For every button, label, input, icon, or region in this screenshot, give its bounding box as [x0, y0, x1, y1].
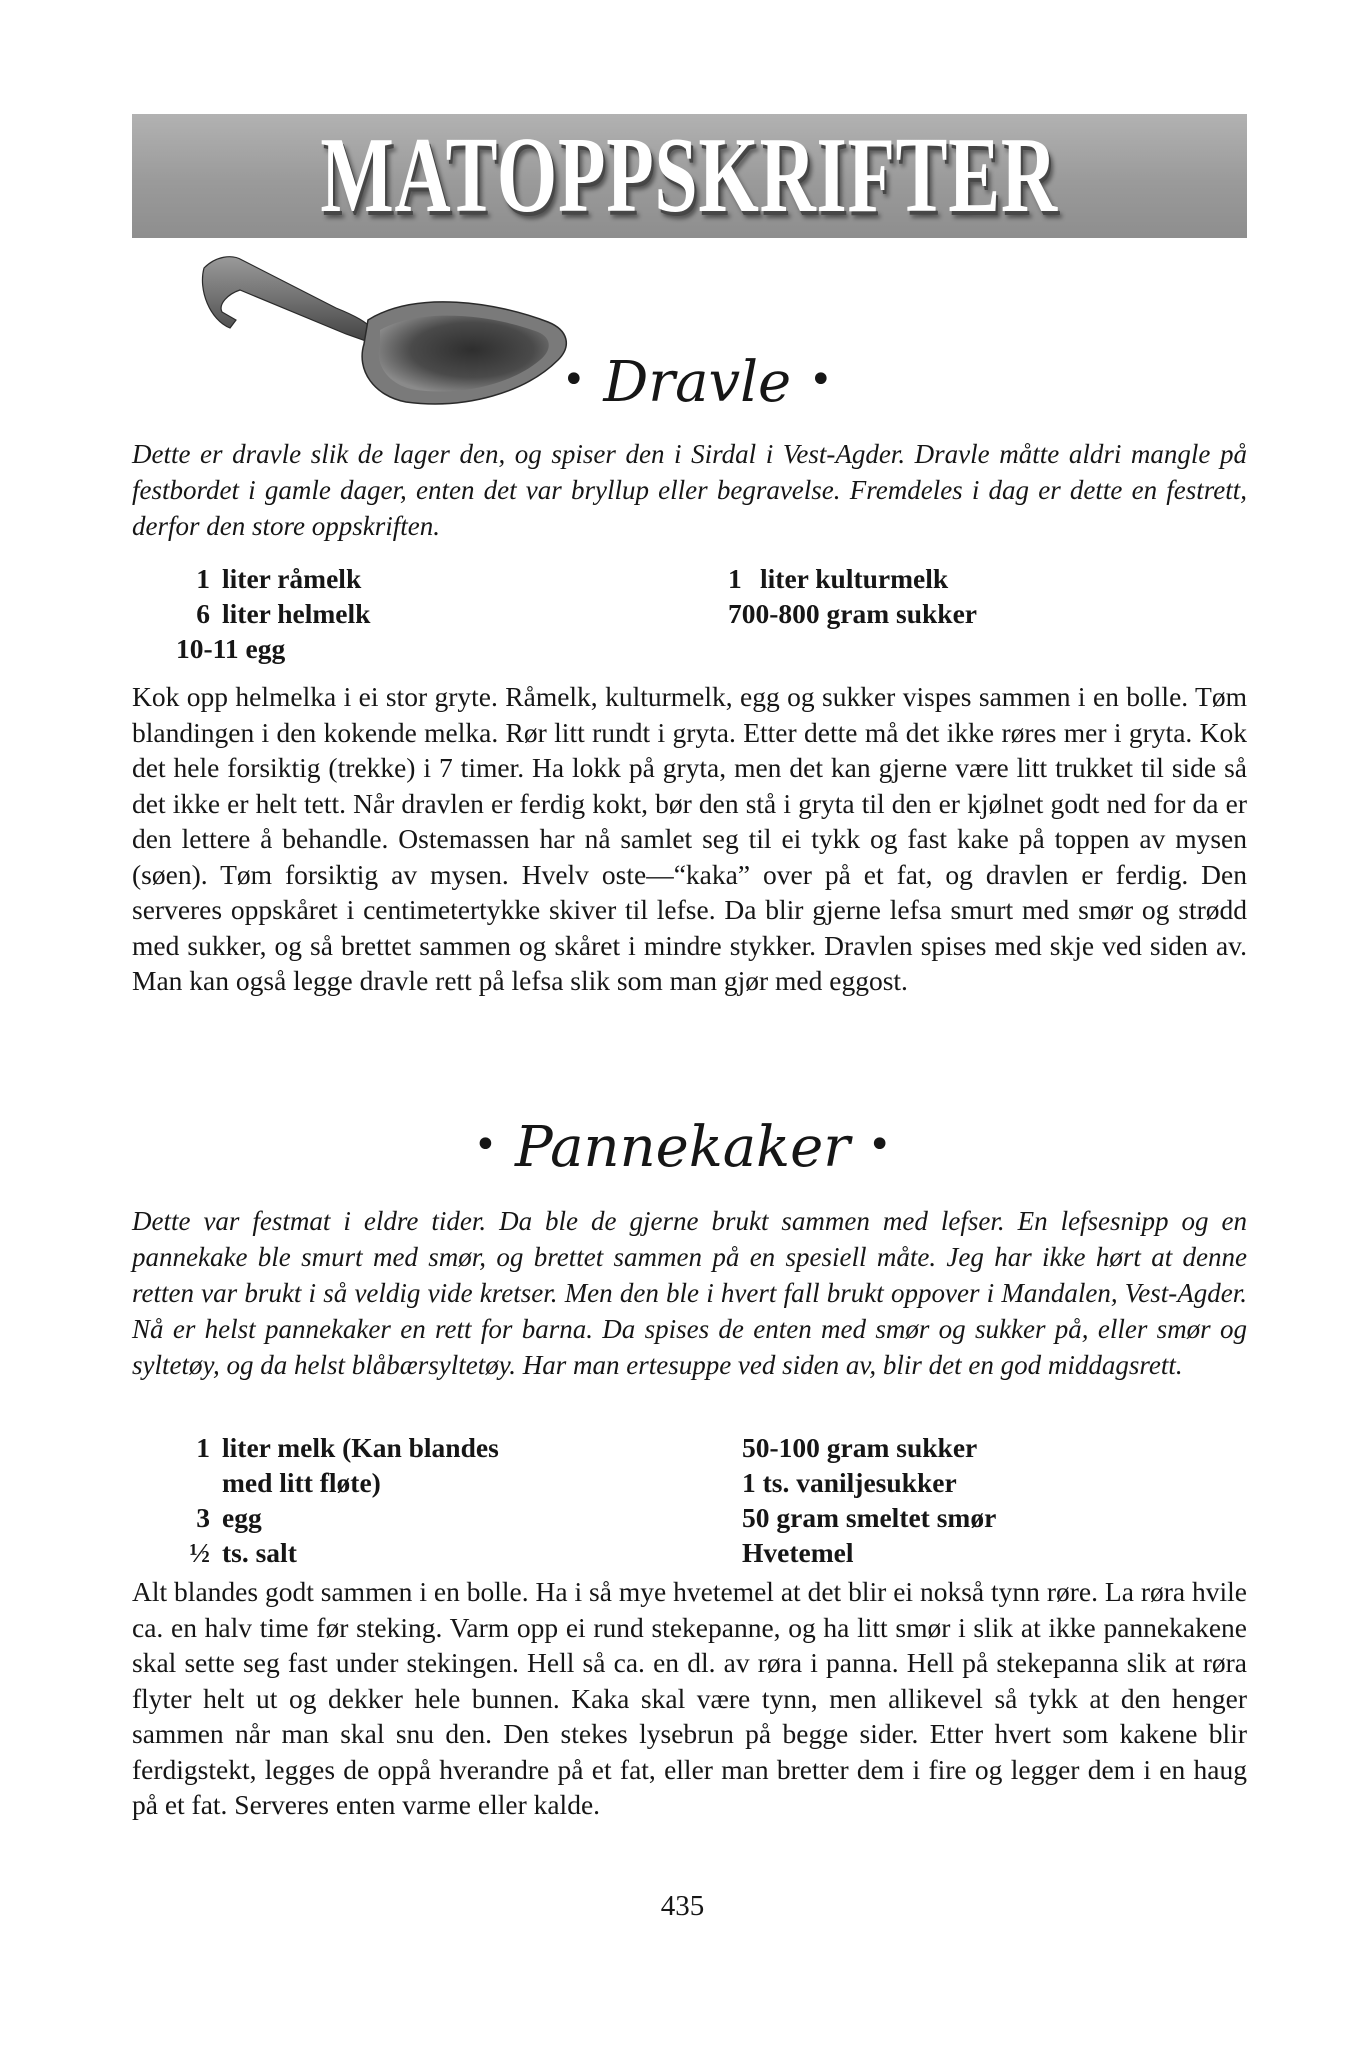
recipe-intro-dravle: Dette er dravle slik de lager den, og spiser den i Sirdal i Vest-Agder. Dravle måtte aldri mangle på festbordet i gamle dager, enten det var bryllup eller begravelse. Fremdeles i dag er dette en festrett, derfor den store oppskriften. — [132, 439, 1247, 541]
recipe-title-text: Pannekaker — [515, 1115, 850, 1180]
ingredients-right-pannekaker — [742, 1430, 996, 1570]
title-bullet: • — [473, 1122, 498, 1168]
ingredients-left-dravle — [162, 561, 370, 666]
ingredient-item: Hvetemel — [742, 1537, 854, 1568]
recipe-method-dravle: Kok opp helmelka i ei stor gryte. Råmelk, kulturmelk, egg og sukker vispes sammen i en bolle. Tøm blandingen i den kokende melka. Rør litt rundt i gryta. Etter dette må det ikke røres mer i gryta. Kok det hele forsiktig (trekke) i 7 timer. Ha lokk på gryta, men det kan gjerne være litt trukket til side så det ikke er helt tett. Når dravlen er ferdig kokt, bør den stå i gryta til den er kjølnet godt ned for da er den lettere å behandle. Ostemassen har nå samlet seg til ei tykk og fast kake på toppen av mysen (søen). Tøm forsiktig av mysen. Hvelv oste—“kaka” over på et fat, og dravlen er ferdig. Den serveres oppskåret i centimetertykke skiver til lefse. Da blir gjerne lefsa smurt med smør og strødd med sukker, og så brettet sammen og skåret i mindre stykker. Dravlen spises med skje ved siden av. Man kan også legge dravle rett på lefsa slik som man gjør med eggost. — [132, 681, 1247, 996]
recipe-title-dravle — [132, 350, 1262, 415]
ingredient-item: 1 liter råmelk — [196, 563, 362, 594]
banner-title: MATOPPSKRIFTER — [320, 116, 1059, 235]
ingredient-item: 700-800 gram sukker — [728, 598, 978, 629]
ingredient-item: med litt fløte) — [222, 1467, 381, 1498]
page-number: 435 — [660, 1890, 705, 1922]
recipe-method-pannekaker: Alt blandes godt sammen i en bolle. Ha i så mye hvetemel at det blir ei nokså tynn røre. La røra hvile ca. en halv time før steking. Varm opp ei rund stekepanne, og ha litt smør i slik at ikke pannekakene skal sette seg fast under stekingen. Hell så ca. en dl. av røra i panna. Hell på stekepanna slik at røra flyter helt ut og dekker hele bunnen. Kaka skal være tynn, men allikevel så tykk at den henger sammen når man skal snu den. Den stekes lysebrun på begge sider. Etter hvert som kakene blir ferdigstekt, legges de oppå hverandre på et fat, eller man bretter dem i fire og legger dem i en haug på et fat. Serveres enten varme eller kalde. — [132, 1576, 1247, 1820]
ingredient-item: 50 gram smeltet smør — [742, 1502, 997, 1533]
ingredient-item: ½ ts. salt — [189, 1537, 297, 1568]
page-banner — [132, 114, 1247, 238]
title-bullet: • — [808, 357, 833, 403]
recipe-title-text: Dravle — [603, 350, 792, 415]
ingredient-item: 1 liter kulturmelk — [728, 563, 949, 594]
ingredient-item: 1 liter melk (Kan blandes — [196, 1432, 499, 1463]
recipe-title-pannekaker — [0, 1115, 1365, 1180]
ingredient-item: 1 ts. vaniljesukker — [742, 1467, 957, 1498]
ingredient-item: 50-100 gram sukker — [742, 1432, 978, 1463]
ingredients-left-pannekaker — [162, 1430, 499, 1570]
ingredient-item: 10-11 egg — [176, 633, 286, 664]
ingredient-item: 3 egg — [196, 1502, 262, 1533]
title-bullet: • — [867, 1122, 892, 1168]
title-bullet: • — [562, 357, 586, 403]
ingredients-right-dravle — [728, 561, 977, 631]
recipe-intro-pannekaker: Dette var festmat i eldre tider. Da ble de gjerne brukt sammen med lefser. En lefsesnipp og en pannekake ble smurt med smør, og brettet sammen på en spesiell måte. Jeg har ikke hørt at denne retten var brukt i så veldig vide kretser. Men den ble i hvert fall brukt oppover i Mandalen, Vest-Agder. Nå er helst pannekaker en rett for barna. Da spises de enten med smør og sukker på, eller smør og syltetøy, og da helst blåbærsyltetøy. Har man ertesuppe ved siden av, blir det en god middagsrett. — [132, 1206, 1247, 1380]
ingredient-item: 6 liter helmelk — [196, 598, 371, 629]
